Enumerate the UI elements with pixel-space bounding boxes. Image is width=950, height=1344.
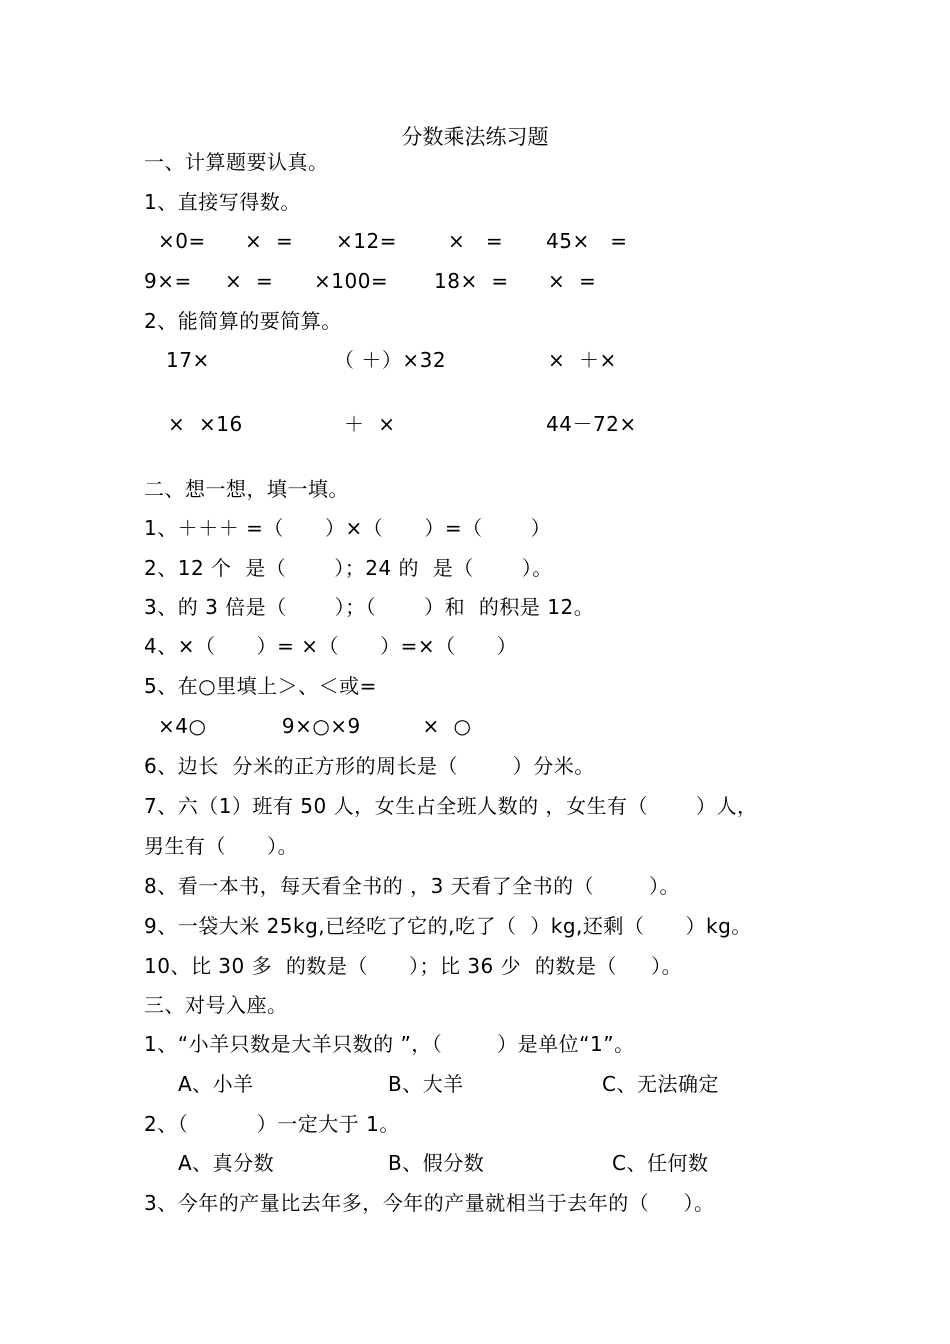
q1-label: 1、直接写得数。 bbox=[144, 190, 301, 214]
section3-heading: 三、对号入座。 bbox=[144, 993, 288, 1017]
calc-item: 45× = bbox=[546, 229, 628, 253]
fill-line: 6、边长 分米的正方形的周长是（ ）分米。 bbox=[144, 754, 595, 778]
fill-line: 3、的 3 倍是（ ）；（ ）和 的积是 12。 bbox=[144, 595, 595, 619]
choice-question: 2、（ ）一定大于 1。 bbox=[144, 1112, 400, 1136]
calc-item: ×12= bbox=[336, 229, 397, 253]
calc-item: × = bbox=[245, 229, 294, 253]
fill-line: 8、看一本书，每天看全书的 ，3 天看了全书的（ ）。 bbox=[144, 874, 681, 898]
choice-option: C、无法确定 bbox=[602, 1072, 719, 1096]
fill-line: 10、比 30 多 的数是（ ）；比 36 少 的数是（ ）。 bbox=[144, 954, 683, 978]
fill-line: 1、＋＋＋ =（ ）×（ ）=（ ） bbox=[144, 516, 552, 540]
page-title: 分数乘法练习题 bbox=[401, 125, 549, 149]
calc-item: ×100= bbox=[314, 269, 389, 293]
fill-line: 7、六（1）班有 50 人，女生占全班人数的 ，女生有（ ）人， bbox=[144, 794, 758, 818]
fill-line: 9、一袋大米 25kg,已经吃了它的,吃了（ ）kg,还剩（ ）kg。 bbox=[144, 914, 752, 938]
choice-question: 1、“小羊只数是大羊只数的 ”，（ ）是单位“1”。 bbox=[144, 1032, 635, 1056]
section1-heading: 一、计算题要认真。 bbox=[144, 150, 329, 174]
q2-label: 2、能简算的要简算。 bbox=[144, 309, 342, 333]
choice-option: C、任何数 bbox=[612, 1151, 709, 1175]
simplify-item: × ＋× bbox=[548, 348, 617, 372]
simplify-item: 17× bbox=[166, 348, 210, 372]
choice-option: B、大羊 bbox=[388, 1072, 464, 1096]
calc-item: × = bbox=[548, 269, 597, 293]
simplify-item: 44－72× bbox=[546, 412, 637, 436]
calc-item: × = bbox=[225, 269, 274, 293]
calc-item: ×0= bbox=[158, 229, 206, 253]
calc-item: 18× = bbox=[434, 269, 509, 293]
choice-option: A、小羊 bbox=[178, 1072, 254, 1096]
fill-line: ×4○ 9×○×9 × ○ bbox=[158, 714, 472, 738]
fill-line: 男生有（ ）。 bbox=[144, 834, 299, 858]
fill-line: 4、×（ ）= ×（ ）=×（ ） bbox=[144, 634, 518, 658]
calc-item: 9×= bbox=[144, 269, 192, 293]
simplify-item: （ ＋）×32 bbox=[334, 348, 447, 372]
simplify-item: ＋ × bbox=[344, 412, 396, 436]
fill-line: 2、12 个 是（ ）；24 的 是（ ）。 bbox=[144, 556, 553, 580]
section2-heading: 二、想一想，填一填。 bbox=[144, 477, 349, 501]
choice-question: 3、今年的产量比去年多，今年的产量就相当于去年的（ ）。 bbox=[144, 1191, 715, 1215]
calc-item: × = bbox=[448, 229, 504, 253]
simplify-item: × ×16 bbox=[168, 412, 243, 436]
fill-line: 5、在○里填上＞、＜或= bbox=[144, 674, 377, 698]
choice-option: A、真分数 bbox=[178, 1151, 275, 1175]
choice-option: B、假分数 bbox=[388, 1151, 485, 1175]
